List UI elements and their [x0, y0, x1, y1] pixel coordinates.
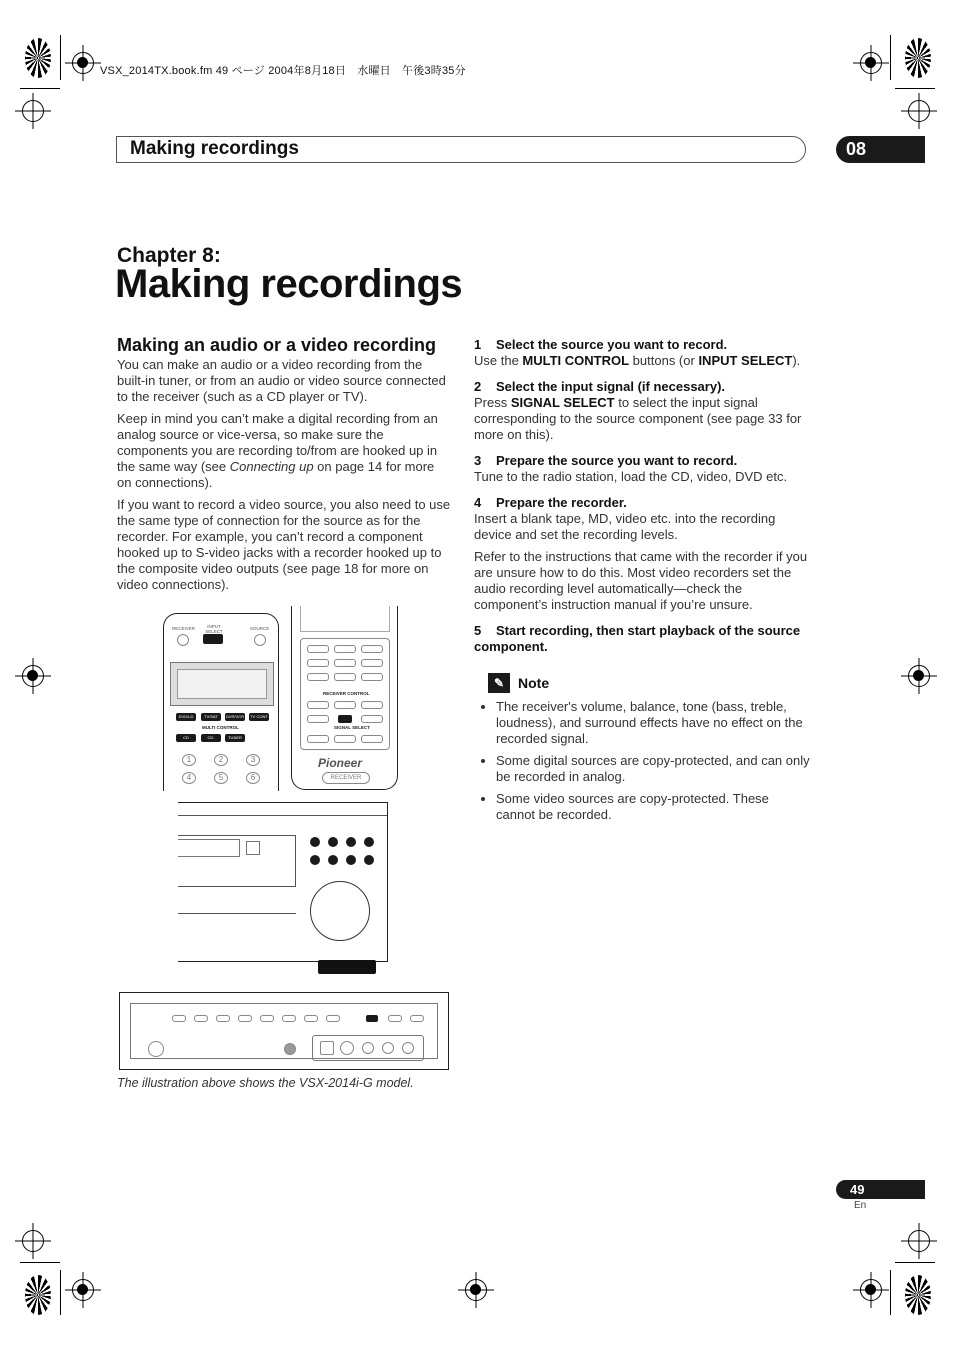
right-column — [474, 337, 810, 829]
receiver-power-icon — [177, 634, 189, 646]
remote-body-left: RECEIVER INPUT SELECT SOURCE DVD/LD TV/SAT DVR/VCR TV CONT MULTI CONTROL CD CD-R/TAPE TUNER 1 2 3 4 5 6 — [163, 613, 279, 791]
brand-logo: Pioneer — [318, 756, 363, 770]
receiver-front-panel — [178, 802, 388, 962]
section-heading: Making an audio or a video recording — [117, 335, 437, 355]
pencil-icon: ✎ — [488, 673, 510, 693]
page-number-tab: 49 — [836, 1180, 925, 1199]
left-column — [117, 337, 452, 599]
step-5: 5 Start recording, then start playback of the source component. — [474, 623, 801, 654]
volume-knob — [310, 881, 370, 941]
chapter-title: Making recordings — [115, 262, 463, 306]
job-line: VSX_2014TX.book.fm 49 ページ 2004年8月18日 水曜日 午後3時35分 — [100, 65, 466, 77]
list-item: • Some video sources are copy-protected. These cannot be recorded. — [496, 791, 810, 823]
list-item: • The receiver's volume, balance, tone (bass, treble, loudness), and surround effects have no effect on the recorded signal. — [496, 699, 810, 747]
paragraph: If you want to record a video source, you also need to use the same type of connection for the source as for the recorder. For example, you can’t record a component hooked up to S-video jacks with a recorder hooked up to the composite video outputs (see page 18 for more on video connections). — [117, 497, 451, 592]
signal-select-button — [338, 715, 352, 723]
remote-body-right: RECEIVER CONTROL SIGNAL SELECT Pioneer RECEIVER — [291, 606, 398, 790]
signal-select-front-button — [366, 1015, 378, 1022]
receiver-lower-panel — [119, 992, 449, 1070]
step-4: 4 Prepare the recorder. Insert a blank tape, MD, video etc. into the recording device and set the recording levels. Refer to the instructions that came with the recorder if you are unsure how to do this. Most video recorders set the audio recording level automatically—check the component’s instruction manual if you’re unsure. — [474, 495, 808, 612]
step-1: 1 Select the source you want to record. Use the MULTI CONTROL buttons (or INPUT SELECT). — [474, 337, 801, 368]
language-label: En — [854, 1200, 867, 1211]
header-title: Making recordings — [130, 138, 299, 159]
paragraph: Keep in mind you can’t make a digital recording from an analog source or vice-versa, so make sure the components you are recording to/from are hooked up in the same way (see Connecting up on page 14 for more on connections). — [117, 411, 438, 490]
chapter-label: Chapter 8: — [117, 244, 221, 267]
note-heading: ✎ Note — [488, 673, 810, 693]
list-item: • Some digital sources are copy-protected, and can only be recorded in analog. — [496, 753, 810, 785]
note-list — [474, 699, 810, 823]
receiver-badge: RECEIVER — [322, 772, 370, 784]
chapter-number-tab: 08 — [836, 136, 925, 163]
input-select-button — [203, 634, 223, 644]
step-2: 2 Select the input signal (if necessary). Press SIGNAL SELECT to select the input signal corresponding to the source component (see page 33 for more on this). — [474, 379, 802, 442]
step-3: 3 Prepare the source you want to record. Tune to the radio station, load the CD, video, DVD etc. — [474, 453, 788, 484]
source-power-icon — [254, 634, 266, 646]
paragraph: You can make an audio or a video recording from the built-in tuner, or from an audio or video source connected to the receiver (such as a CD player or TV). — [117, 357, 446, 404]
figure-caption: The illustration above shows the VSX-2014i-G model. — [117, 1076, 414, 1090]
